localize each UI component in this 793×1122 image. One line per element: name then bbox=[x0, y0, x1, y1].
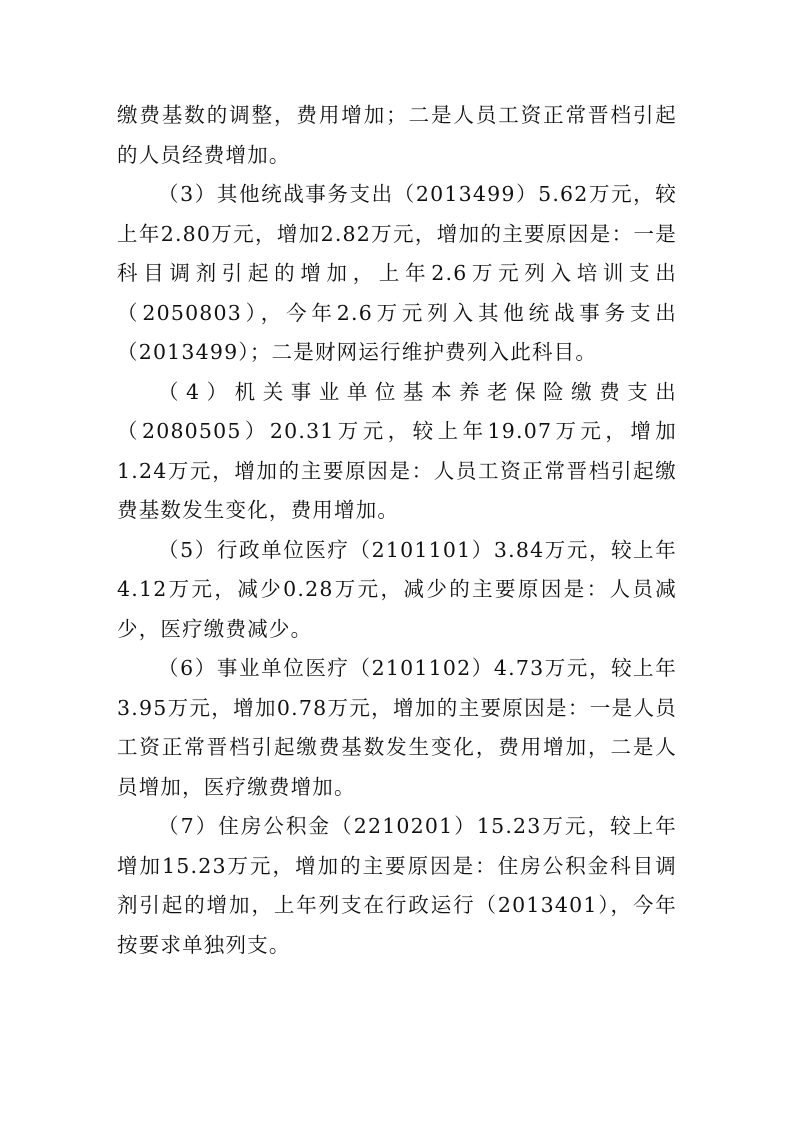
paragraph-item-4: （4）机关事业单位基本养老保险缴费支出（2080505）20.31万元，较上年19.07万元，增加1.24万元，增加的主要原因是：人员工资正常晋档引起缴费基数发生变化，费用增加。 bbox=[117, 379, 677, 522]
paragraph-item-6: （6）事业单位医疗（2101102）4.73万元，较上年3.95万元，增加0.78万元，增加的主要原因是：一是人员工资正常晋档引起缴费基数发生变化，费用增加，二是人员增加，医疗缴费增加。 bbox=[117, 656, 677, 799]
document-body bbox=[117, 96, 677, 965]
paragraph-item-5: （5）行政单位医疗（2101101）3.84万元，较上年4.12万元，减少0.28万元，减少的主要原因是：人员减少，医疗缴费减少。 bbox=[117, 537, 677, 641]
paragraph-item-7: （7）住房公积金（2210201）15.23万元，较上年增加15.23万元，增加的主要原因是：住房公积金科目调剂引起的增加，上年列支在行政运行（2013401），今年按要求单独列支。 bbox=[117, 814, 677, 957]
paragraph-continuation: 缴费基数的调整，费用增加；二是人员工资正常晋档引起的人员经费增加。 bbox=[117, 103, 677, 167]
paragraph-item-3: （3）其他统战事务支出（2013499）5.62万元，较上年2.80万元，增加2.82万元，增加的主要原因是：一是科目调剂引起的增加，上年2.6万元列入培训支出（2050803），今年2.6万元列入其他统战事务支出（2013499）；二是财网运行维护费列入此科目。 bbox=[117, 182, 677, 364]
